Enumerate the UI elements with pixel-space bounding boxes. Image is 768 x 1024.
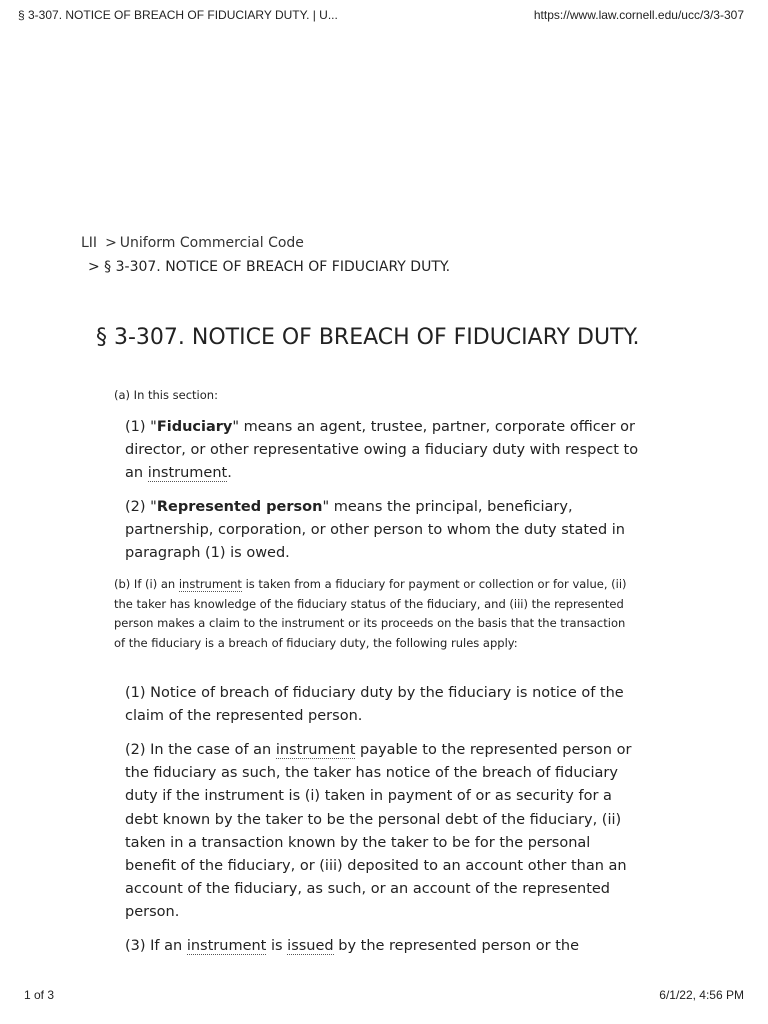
breadcrumb-ucc-link[interactable]: Uniform Commercial Code <box>119 235 304 251</box>
breadcrumb <box>81 235 304 251</box>
paragraph-number: (2) " <box>125 499 157 515</box>
paragraph-text: " means the principal, beneficiary, partnership, corporation, or other person to whom the duty stated in paragraph (1) is owed. <box>125 499 625 562</box>
paragraph-text: is <box>266 938 288 954</box>
intro-text: (b) If (i) an <box>114 577 179 591</box>
section-a-paragraph-2 <box>125 496 645 566</box>
page-counter: 1 of 3 <box>24 988 55 1002</box>
paragraph-text: " means an agent, trustee, partner, corporate officer or director, or other representative owing a fiduciary duty with respect to an <box>125 419 639 482</box>
page-url: https://www.law.cornell.edu/ucc/3/3-307 <box>533 8 744 22</box>
paragraph-text-rest: payable to the represented person or the fiduciary as such, the taker has notice of the breach of fiduciary duty if the instrument is (i) taken in payment of or as security for a debt known by the taker to be the personal debt of the fiduciary, (ii) taken in a transaction known by the taker to be for the personal benefit of the fiduciary, or (iii) deposited to an account other than an account of the fiduciary, as such, or an account of the represented person. <box>125 742 632 921</box>
instrument-definition-link[interactable]: instrument <box>178 577 242 591</box>
section-b-paragraph-1: (1) Notice of breach of fiduciary duty by the fiduciary is notice of the claim of the represented person. <box>125 685 624 725</box>
paragraph-text: (3) If an <box>125 938 187 954</box>
print-datetime: 6/1/22, 4:56 PM <box>659 988 744 1002</box>
section-a-intro: (a) In this section: <box>114 388 218 402</box>
section-b-paragraph-3 <box>125 935 645 958</box>
section-a-paragraph-1 <box>125 416 645 486</box>
page-title: § 3-307. NOTICE OF BREACH OF FIDUCIARY DUTY. <box>96 325 640 350</box>
paragraph-text-end: . <box>227 465 232 482</box>
section-b-paragraph-2 <box>125 739 645 925</box>
breadcrumb-separator: > <box>105 235 117 251</box>
paragraph-number: (1) " <box>125 419 157 435</box>
breadcrumb-lii-link[interactable]: LII <box>81 235 98 251</box>
instrument-definition-link[interactable]: instrument <box>186 938 267 954</box>
intro-text-rest: is taken from a fiduciary for payment or collection or for value, (ii) the taker has knowledge of the fiduciary status of the fiduciary, and (iii) the represented person makes a claim to the instrument or its proceeds on the basis that the transaction of the fiduciary is a breach of fiduciary duty, the following rules apply: <box>114 577 627 650</box>
defined-term-fiduciary: Fiduciary <box>156 419 233 435</box>
breadcrumb-current: > § 3-307. NOTICE OF BREACH OF FIDUCIARY DUTY. <box>88 259 451 275</box>
section-b-intro <box>114 575 634 653</box>
instrument-definition-link[interactable]: instrument <box>275 742 356 758</box>
paragraph-text-rest: by the represented person or the <box>333 938 579 954</box>
paragraph-text: (2) In the case of an <box>125 742 276 758</box>
page-title-header: § 3-307. NOTICE OF BREACH OF FIDUCIARY DUTY. | U... <box>18 8 338 22</box>
issued-definition-link[interactable]: issued <box>287 938 334 954</box>
defined-term-represented-person: Represented person <box>156 499 323 515</box>
instrument-definition-link[interactable]: instrument <box>147 465 228 482</box>
